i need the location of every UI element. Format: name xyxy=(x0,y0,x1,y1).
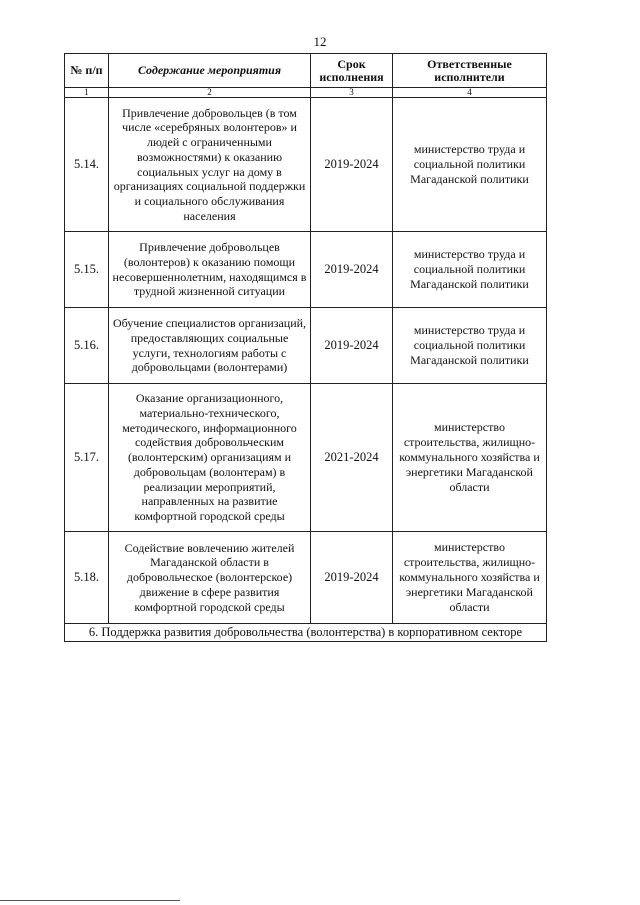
row-responsible: министерство труда и социальной политики Магаданской политики xyxy=(393,308,547,384)
column-number: 1 xyxy=(65,88,109,98)
row-responsible: министерство строительства, жилищно-коммунального хозяйства и энергетики Магаданской области xyxy=(393,532,547,624)
row-num: 5.18. xyxy=(65,532,109,624)
section-heading: 6. Поддержка развития добровольчества (волонтерства) в корпоративном секторе xyxy=(65,624,547,642)
row-content: Обучение специалистов организаций, предоставляющих социальные услуги, технологиям работы с добровольцами (волонтерами) xyxy=(109,308,311,384)
row-term: 2021-2024 xyxy=(311,384,393,532)
row-responsible: министерство труда и социальной политики Магаданской политики xyxy=(393,98,547,232)
row-term: 2019-2024 xyxy=(311,532,393,624)
table-row xyxy=(65,532,547,624)
row-term: 2019-2024 xyxy=(311,98,393,232)
column-number: 4 xyxy=(393,88,547,98)
column-number: 3 xyxy=(311,88,393,98)
header-responsible: Ответственные исполнители xyxy=(393,54,547,88)
section-row xyxy=(65,624,547,642)
row-num: 5.17. xyxy=(65,384,109,532)
header-content: Содержание мероприятия xyxy=(109,54,311,88)
table-header-row xyxy=(65,54,547,88)
page-number: 12 xyxy=(313,34,327,49)
row-content: Оказание организационного, материально-технического, методического, информационного содействия добровольческим (волонтерским) организациям и добровольцам (волонтерам) в реализации мероприятий, направленных на развитие комфортной городской среды xyxy=(109,384,311,532)
row-term: 2019-2024 xyxy=(311,232,393,308)
column-number: 2 xyxy=(109,88,311,98)
column-numbers-row xyxy=(65,88,547,98)
row-content: Содействие вовлечению жителей Магаданской области в добровольческое (волонтерское) движение в сфере развития комфортной городской среды xyxy=(109,532,311,624)
row-responsible: министерство труда и социальной политики Магаданской политики xyxy=(393,232,547,308)
row-num: 5.16. xyxy=(65,308,109,384)
row-content: Привлечение добровольцев (в том числе «серебряных волонтеров» и людей с ограниченными возможностями) к оказанию социальных услуг на дому в организациях социальной поддержки и социального обслуживания населения xyxy=(109,98,311,232)
row-responsible: министерство строительства, жилищно-коммунального хозяйства и энергетики Магаданской области xyxy=(393,384,547,532)
table-row xyxy=(65,232,547,308)
table-row xyxy=(65,384,547,532)
events-table xyxy=(64,53,547,642)
footer-divider xyxy=(0,900,180,901)
row-num: 5.15. xyxy=(65,232,109,308)
row-content: Привлечение добровольцев (волонтеров) к оказанию помощи несовершеннолетним, находящимся в трудной жизненной ситуации xyxy=(109,232,311,308)
row-num: 5.14. xyxy=(65,98,109,232)
row-term: 2019-2024 xyxy=(311,308,393,384)
table-row xyxy=(65,98,547,232)
header-num: № п/п xyxy=(65,54,109,88)
header-term: Срок исполнения xyxy=(311,54,393,88)
table-row xyxy=(65,308,547,384)
